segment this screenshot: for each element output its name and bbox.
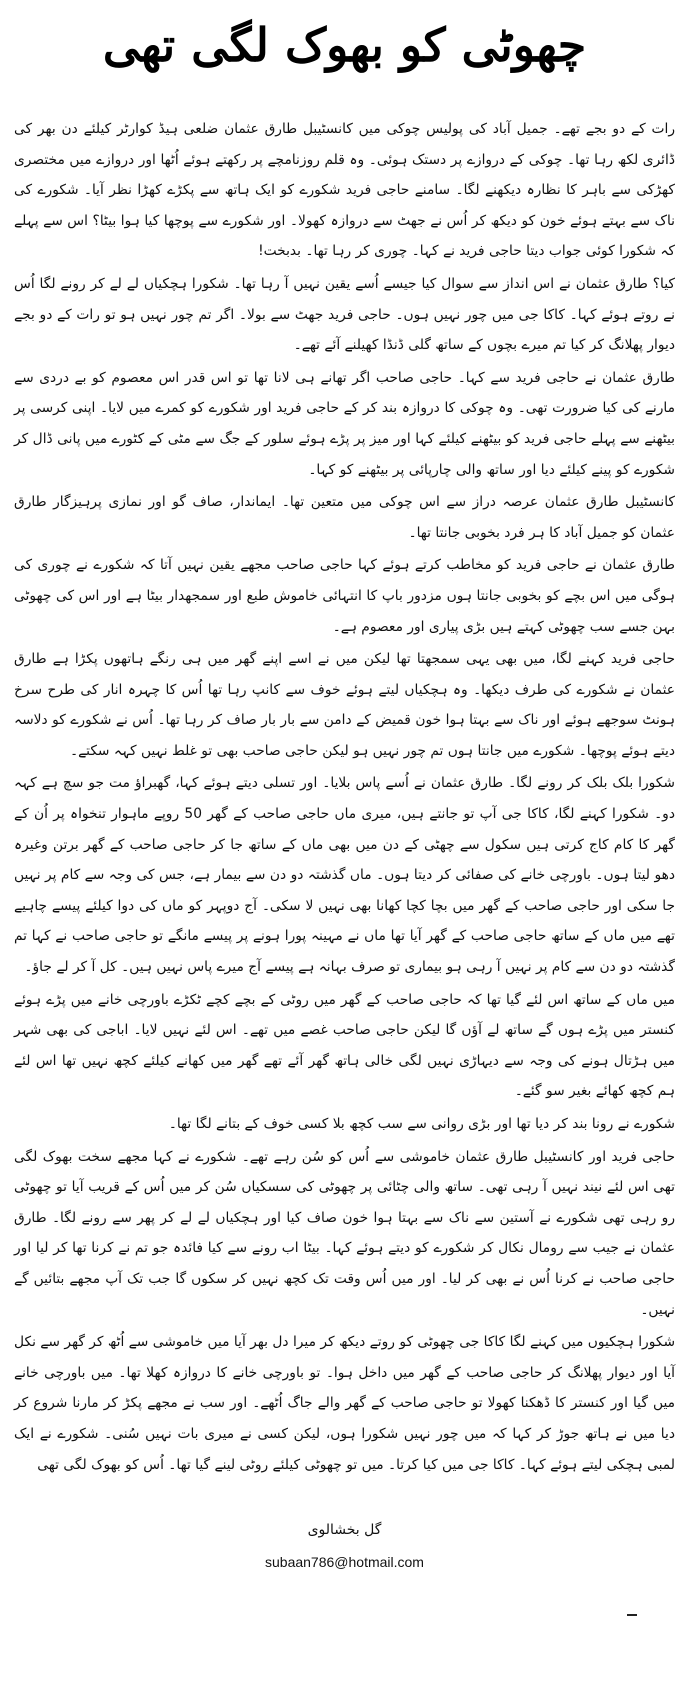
article-paragraph: کانسٹیبل طارق عثمان عرصہ دراز سے اس چوکی میں متعین تھا۔ ایماندار، صاف گو اور نمازی پرہیزگار طارق عثمان کو جمیل آباد کا ہر فرد بخوبی جانتا تھا۔ <box>14 494 675 541</box>
article-title: چھوٹی کو بھوک لگی تھی <box>102 18 587 72</box>
article-body <box>14 114 675 1480</box>
article-paragraph: میں ماں کے ساتھ اس لئے گیا تھا کہ حاجی صاحب کے گھر میں روٹی کے بچے کچے ٹکڑے باورچی خانے میں پڑے ہوئے کنستر میں پڑے ہوں گے ساتھ لے آؤں گا لیکن حاجی صاحب غصے میں تھے۔ اس لئے نہیں لایا۔ اباجی کی بھی شہر میں ہڑتال ہونے کی وجہ سے دیہاڑی نہیں لگی خالی ہاتھ گھر آئے تھے گھر میں کھانے کیلئے کچھ نہیں تھا اس لئے ہم کچھ کھائے بغیر سو گئے۔ <box>14 991 675 1100</box>
article-paragraph: کیا؟ طارق عثمان نے اس انداز سے سوال کیا جیسے اُسے یقین نہیں آ رہا تھا۔ شکورا ہچکیاں لے لے کر رونے لگا اُس نے روتے ہوئے کہا۔ کاکا جی میں چور نہیں ہوں۔ حاجی فرید جھٹ سے بولا۔ اگر تم چور نہیں ہو تو رات کے دو بجے دیوار پھلانگ کر کیا تم میرے بچوں کے ساتھ گلی ڈنڈا کھیلنے آئے تھے۔ <box>14 275 675 354</box>
article-paragraph: شکورے نے رونا بند کر دیا تھا اور بڑی روانی سے سب کچھ بلا کسی خوف کے بتانے لگا تھا۔ <box>168 1116 675 1132</box>
author-email[interactable]: subaan786@hotmail.com <box>265 1554 424 1571</box>
article-paragraph: شکورا ہچکیوں میں کہنے لگا کاکا جی چھوٹی کو روتے دیکھ کر میرا دل بھر آیا میں خاموشی سے اُٹھ کر گھر سے نکل آیا اور دیوار پھلانگ کر حاجی صاحب کے گھر میں داخل ہوا۔ تو باورچی خانے کا دروازہ کھلا تھا۔ میں باورچی خانے میں گیا اور کنستر کا ڈھکنا کھولا تو حاجی صاحب کے گھر والے جاگ اُٹھے۔ اور سب نے مجھے پکڑ کر مارنا شروع کر دیا میں نے ہاتھ جوڑ کر کہا کہ میں چور نہیں شکورا ہوں، لیکن کسی نے میری بات نہیں سُنی۔ شکورے نے ایک لمبی ہچکی لیتے ہوئے کہا۔ کاکا جی میں کیا کرتا۔ میں تو چھوٹی کیلئے روٹی لینے گیا تھا۔ اُس کو بھوک لگی تھی <box>14 1334 675 1473</box>
end-dash <box>627 1614 637 1616</box>
article-paragraph: شکورا بلک بلک کر رونے لگا۔ طارق عثمان نے اُسے پاس بلایا۔ اور تسلی دیتے ہوئے کہا، گھبراؤ مت جو سچ ہے کہہ دو۔ شکورا کہنے لگا، کاکا جی آپ تو جانتے ہیں، میری ماں حاجی صاحب کے گھر 50 روپے ماہوار تنخواہ پر اُن کے گھر کا کام کاج کرتی ہیں سکول سے چھٹی کے دن میں بھی ماں کے ساتھ جا کر حاجی صاحب کے گھر برتن وغیرہ دھو لیتا ہوں۔ باورچی خانے کی صفائی کر دیتا ہوں۔ ماں گذشتہ دو دن سے بیمار ہے، جس کی وجہ سے کام پر نہیں جا سکی اور حاجی صاحب کے گھر میں بچا کچا کھانا بھی نہیں لا سکی۔ آج دوپہر کو ماں کی دوا کیلئے پیسے چاہیے تھے میں ماں کے ساتھ حاجی صاحب کے گھر آیا تھا ماں نے مہینہ پورا ہونے پر پیسے مانگے تو حاجی صاحب نے کہا تم گذشتہ دو دن سے کام پر نہیں آ رہی ہو بیماری تو صرف بہانہ ہے پیسے آج میرے پاس نہیں ہیں۔ کل آ کر لے جاؤ۔ <box>14 775 675 976</box>
article-paragraph: طارق عثمان نے حاجی فرید سے کہا۔ حاجی صاحب اگر تھانے ہی لانا تھا تو اس قدر اس معصوم کو بے دردی سے مارنے کی کیا ضرورت تھی۔ وہ چوکی کا دروازہ بند کر کے حاجی فرید اور شکورے کو کمرے میں لایا۔ اپنی کرسی پر بیٹھنے سے پہلے حاجی فرید کو بیٹھنے کیلئے کہا اور میز پر پڑے ہوئے سلور کے جگ سے مٹی کے کٹورے میں پانی ڈال کر شکورے کو پینے کیلئے دیا اور ساتھ والی چارپائی پر بیٹھنے کو کہا۔ <box>14 369 675 478</box>
article-paragraph: حاجی فرید اور کانسٹیبل طارق عثمان خاموشی سے اُس کو سُن رہے تھے۔ شکورے نے کہا مجھے سخت بھوک لگی تھی اس لئے نیند نہیں آ رہی تھی۔ ساتھ والی چٹائی پر چھوٹی کی سسکیاں سُن کر میں اُس کے قریب آیا تو چھوٹی رو رہی تھی شکورے نے آستین سے ناک سے بہتا ہوا خون صاف کیا اور ہچکیاں لے لے کر پھر سے رونے لگا۔ طارق عثمان نے جیب سے رومال نکال کر شکورے کو دیتے ہوئے کہا۔ بیٹا اب رونے سے کیا فائدہ جو تم نے کرنا تھا کر لیا اور حاجی صاحب نے کرنا اُس نے بھی کر لیا۔ اور میں اُس وقت تک کچھ نہیں کر سکوں گا جب تک آپ مجھے بتائیں گے نہیں۔ <box>14 1148 675 1318</box>
article-paragraph: رات کے دو بجے تھے۔ جمیل آباد کی پولیس چوکی میں کانسٹیبل طارق عثمان ضلعی ہیڈ کوارٹر کیلئے دن بھر کی ڈائری لکھ رہا تھا۔ چوکی کے دروازے پر دستک ہوئی۔ وہ قلم روزنامچے پر رکھتے ہوئے اُٹھا اور دروازے میں مختصری کھڑکی سے باہر کا نظارہ دیکھنے لگا۔ سامنے حاجی فرید شکورے کو ایک ہاتھ سے پکڑے کھڑا نظر آیا۔ شکورے کی ناک سے بہتے ہوئے خون کو دیکھ کر اُس نے جھٹ سے دروازہ کھولا۔ اور شکورے سے پوچھا کیا ہوا بیٹا؟ اس سے پہلے کہ شکورا کوئی جواب دیتا حاجی فرید نے کہا۔ چوری کر رہا تھا۔ بدبخت! <box>14 121 675 260</box>
article-paragraph: طارق عثمان نے حاجی فرید کو مخاطب کرتے ہوئے کہا حاجی صاحب مجھے یقین نہیں آتا کہ شکورے نے چوری کی ہوگی میں اس بچے کو بخوبی جانتا ہوں مزدور باپ کا انتہائی خاموش طبع اور سمجھدار بیٹا ہے اور اس کی چھوٹی بہن جسے سب چھوٹی کہتے ہیں بڑی پیاری اور معصوم ہے۔ <box>14 557 675 635</box>
article-paragraph: حاجی فرید کہنے لگا، میں بھی یہی سمجھتا تھا لیکن میں نے اسے اپنے گھر میں ہی رنگے ہاتھوں پکڑا ہے طارق عثمان نے شکورے کی طرف دیکھا۔ وہ ہچکیاں لیتے ہوئے خوف سے کانپ رہا تھا اُس کا چہرہ انار کی طرح سرخ ہونٹ سوجھے ہوئے اور ناک سے بہتا ہوا خون قمیض کے دامن سے بار بار صاف کر رہا تھا۔ اُس نے شکورے کو دلاسہ دیتے ہوئے پوچھا۔ شکورے میں جانتا ہوں تم چور نہیں ہو لیکن حاجی صاحب بھی تو غلط نہیں کہہ سکتے۔ <box>14 651 675 759</box>
author-name: گل بخشالوی <box>307 1522 382 1539</box>
